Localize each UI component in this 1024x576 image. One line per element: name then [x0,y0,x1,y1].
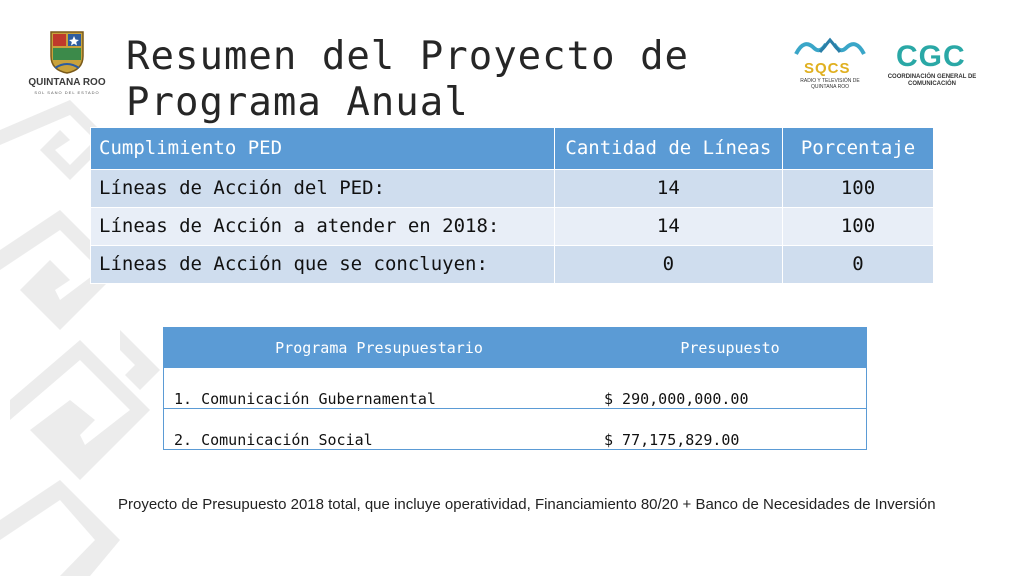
table-row [91,170,934,208]
program-name: 2. Comunicación Social [164,409,595,450]
row-percent: 100 [783,208,934,246]
table-row [164,368,867,409]
page-title: Resumen del Proyecto de Programa Anual [126,34,690,125]
sqcs-waves-icon [790,34,870,62]
budget-note: Proyecto de Presupuesto 2018 total, que incluye operatividad, Financiamiento 80/20 + Banco de Necesidades de Inversión [118,496,936,513]
header-cantidad: Cantidad de Líneas [554,128,782,170]
row-label: Líneas de Acción que se concluyen: [91,246,555,284]
cgc-name: CGC [896,40,966,73]
program-name: 1. Comunicación Gubernamental [174,390,436,408]
state-tagline: SOL SANO DEL ESTADO [34,90,100,95]
state-shield-icon [49,30,85,74]
ped-compliance-table [90,127,934,284]
cgc-description: COORDINACIÓN GENERAL DE COMUNICACIÓN [887,74,977,87]
state-name: QUINTANA ROO [28,77,106,88]
table-row [91,208,934,246]
table-header-row [91,128,934,170]
budget-program-table [163,327,867,450]
row-count: 14 [554,208,782,246]
row-percent: 100 [783,170,934,208]
sqcs-name: SQCS [804,60,851,77]
header-presupuesto: Presupuesto [594,328,867,369]
row-label: Líneas de Acción a atender en 2018: [91,208,555,246]
budget-header-row [164,328,867,369]
cgc-logo [878,40,988,88]
program-amount: $ 290,000,000.00 [604,390,749,408]
row-label: Líneas de Acción del PED: [91,170,555,208]
row-count: 14 [554,170,782,208]
header-cumplimiento: Cumplimiento PED [91,128,555,170]
sqcs-description: RADIO Y TELEVISIÓN DE QUINTANA ROO [800,78,860,90]
header-porcentaje: Porcentaje [783,128,934,170]
row-percent: 0 [783,246,934,284]
quintana-roo-logo [22,30,112,100]
sqcs-logo [790,34,870,94]
row-count: 0 [554,246,782,284]
table-row [91,246,934,284]
header-programa: Programa Presupuestario [164,328,595,369]
table-row [164,409,867,450]
program-amount: $ 77,175,829.00 [594,409,867,450]
